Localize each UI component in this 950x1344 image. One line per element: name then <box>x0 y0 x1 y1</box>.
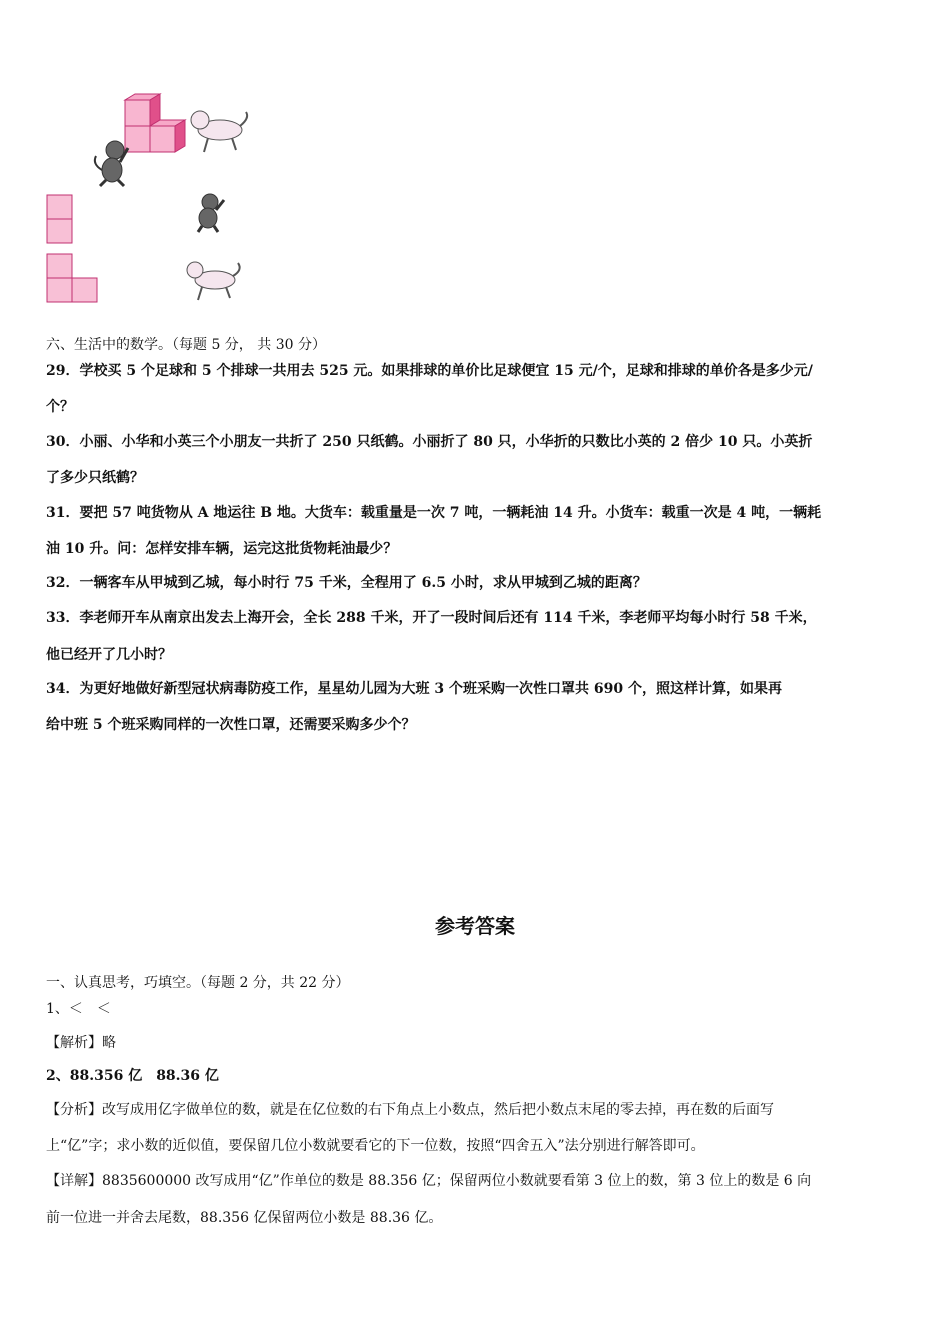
answer-2-detail-line1: 【详解】8835600000 改写成用“亿”作单位的数是 88.356 亿；保留两位小数就要看第 3 位上的数，第 3 位上的数是 6 向 <box>46 1173 812 1189</box>
monkey-icon <box>95 141 128 186</box>
answer-2: 2、88.356 亿 88.36 亿 <box>46 1068 219 1084</box>
q30-line1: 30．小丽、小华和小英三个小朋友一共折了 250 只纸鹤。小丽折了 80 只，小华折的只数比小英的 2 倍少 10 只。小英折 <box>46 434 813 450</box>
q29-line1: 29．学校买 5 个足球和 5 个排球一共用去 525 元。如果排球的单价比足球便宜 15 元/个，足球和排球的单价各是多少元/ <box>46 363 813 379</box>
answer-2-detail-line2: 前一位进一并舍去尾数，88.356 亿保留两位小数是 88.36 亿。 <box>46 1210 443 1226</box>
dog-icon-2 <box>187 262 240 300</box>
q31-line1: 31．要把 57 吨货物从 A 地运往 B 地。大货车：载重量是一次 7 吨，一辆耗油 14 升。小货车：载重一次是 4 吨，一辆耗 <box>46 505 822 521</box>
q32-line1: 32．一辆客车从甲城到乙城，每小时行 75 千米，全程用了 6.5 小时，求从甲城到乙城的距离？ <box>46 575 647 591</box>
cube-views-figure <box>40 90 270 315</box>
answers-title: 参考答案 <box>435 914 515 938</box>
section6-heading: 六、生活中的数学。（每题 5 分， 共 30 分） <box>46 337 326 353</box>
answer-1: 1、＜ ＜ <box>46 1001 111 1017</box>
q34-line1: 34．为更好地做好新型冠状病毒防疫工作，星星幼儿园为大班 3 个班采购一次性口罩共 690 个，照这样计算，如果再 <box>46 681 782 697</box>
dog-icon <box>191 111 247 152</box>
answer-1-analysis: 【解析】略 <box>46 1035 116 1051</box>
front-view-shape <box>47 195 72 243</box>
q31-line2: 油 10 升。问：怎样安排车辆，运完这批货物耗油最少？ <box>46 541 398 557</box>
side-view-shape <box>47 254 97 302</box>
monkey-icon-2 <box>198 194 224 232</box>
q34-line2: 给中班 5 个班采购同样的一次性口罩，还需要采购多少个？ <box>46 717 416 733</box>
answers-section1-heading: 一、认真思考，巧填空。（每题 2 分，共 22 分） <box>46 975 350 991</box>
answer-2-analysis-line1: 【分析】改写成用亿字做单位的数，就是在亿位数的右下角点上小数点，然后把小数点末尾的零去掉，再在数的后面写 <box>46 1102 774 1118</box>
cube-stack <box>125 94 185 152</box>
q33-line2: 他已经开了几小时？ <box>46 647 172 663</box>
q29-line2: 个？ <box>46 399 74 415</box>
answer-2-analysis-line2: 上“亿”字；求小数的近似值，要保留几位小数就要看它的下一位数，按照“四舍五入”法分别进行解答即可。 <box>46 1138 705 1154</box>
q33-line1: 33．李老师开车从南京出发去上海开会，全长 288 千米，开了一段时间后还有 114 千米，李老师平均每小时行 58 千米， <box>46 610 817 626</box>
q30-line2: 了多少只纸鹤？ <box>46 470 144 486</box>
